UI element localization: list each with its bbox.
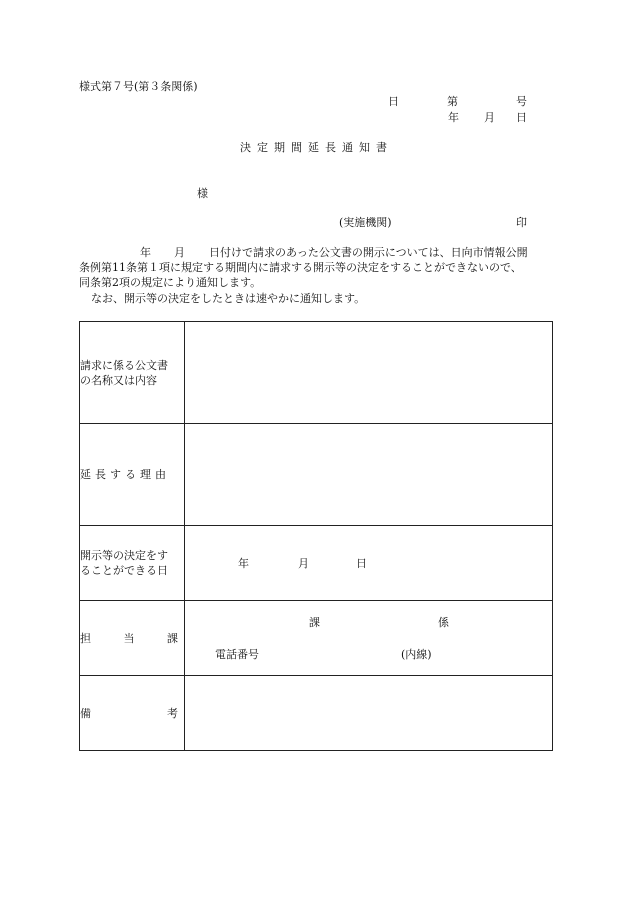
- extension-reason-field[interactable]: [185, 424, 553, 526]
- label-char: 担: [80, 631, 91, 645]
- body-month: 月: [174, 246, 185, 259]
- body-line-3: 同条第2項の規定により通知します。: [79, 276, 262, 289]
- extension-label: (内線): [401, 648, 432, 661]
- label-line: 請求に係る公文書: [80, 358, 168, 372]
- notice-table: [79, 321, 553, 751]
- decision-month: 月: [298, 557, 309, 570]
- decision-day: 日: [356, 557, 367, 570]
- requested-document-label: [80, 322, 185, 424]
- issue-day: 日: [516, 111, 527, 124]
- page-title: 決定期間延長通知書: [240, 141, 393, 154]
- table-row: [80, 424, 553, 526]
- label-char: 考: [167, 706, 178, 720]
- label-line: 開示等の決定をす: [80, 549, 168, 562]
- label-line: の名称又は内容: [80, 373, 157, 387]
- seal-mark: 印: [516, 216, 527, 229]
- issue-number-suffix: 号: [516, 95, 527, 108]
- subsection-suffix: 係: [438, 616, 449, 629]
- issue-year: 年: [448, 111, 459, 124]
- label-char: 当: [123, 631, 135, 645]
- body-year: 年: [140, 246, 151, 259]
- remarks-field[interactable]: [185, 676, 553, 751]
- issue-number-prefix: 第: [447, 95, 458, 108]
- decision-date-label: [80, 526, 185, 601]
- table-row: [80, 322, 553, 424]
- form-number: 様式第７号(第３条関係): [79, 80, 198, 93]
- decision-date-field[interactable]: [185, 526, 553, 601]
- body-line-1: 日付けで請求のあった公文書の開示については、日向市情報公開: [209, 246, 528, 259]
- requested-document-field[interactable]: [185, 322, 553, 424]
- label-char: 課: [167, 631, 178, 645]
- decision-year: 年: [238, 557, 249, 570]
- body-line-2: 条例第11条第１項に規定する期間内に請求する開示等の決定をすることができないので、: [79, 261, 522, 274]
- table-row: [80, 526, 553, 601]
- issue-month: 月: [484, 111, 495, 124]
- table-row: [80, 601, 553, 676]
- table-row: [80, 676, 553, 751]
- remarks-label: [80, 676, 185, 751]
- issue-day-label: 日: [388, 95, 399, 108]
- extension-reason-label: [80, 424, 185, 526]
- body-line-4: なお、開示等の決定をしたときは速やかに通知します。: [91, 292, 366, 305]
- label-char: 備: [80, 706, 91, 720]
- responsible-section-field[interactable]: [185, 601, 553, 676]
- label-line: ることができる日: [80, 564, 168, 577]
- phone-label: 電話番号: [215, 648, 259, 661]
- label-text: 延長する理由: [80, 468, 170, 481]
- issuer-agency: (実施機関): [339, 216, 392, 229]
- section-suffix: 課: [309, 616, 320, 629]
- addressee-suffix: 様: [197, 187, 208, 200]
- responsible-section-label: [80, 601, 185, 676]
